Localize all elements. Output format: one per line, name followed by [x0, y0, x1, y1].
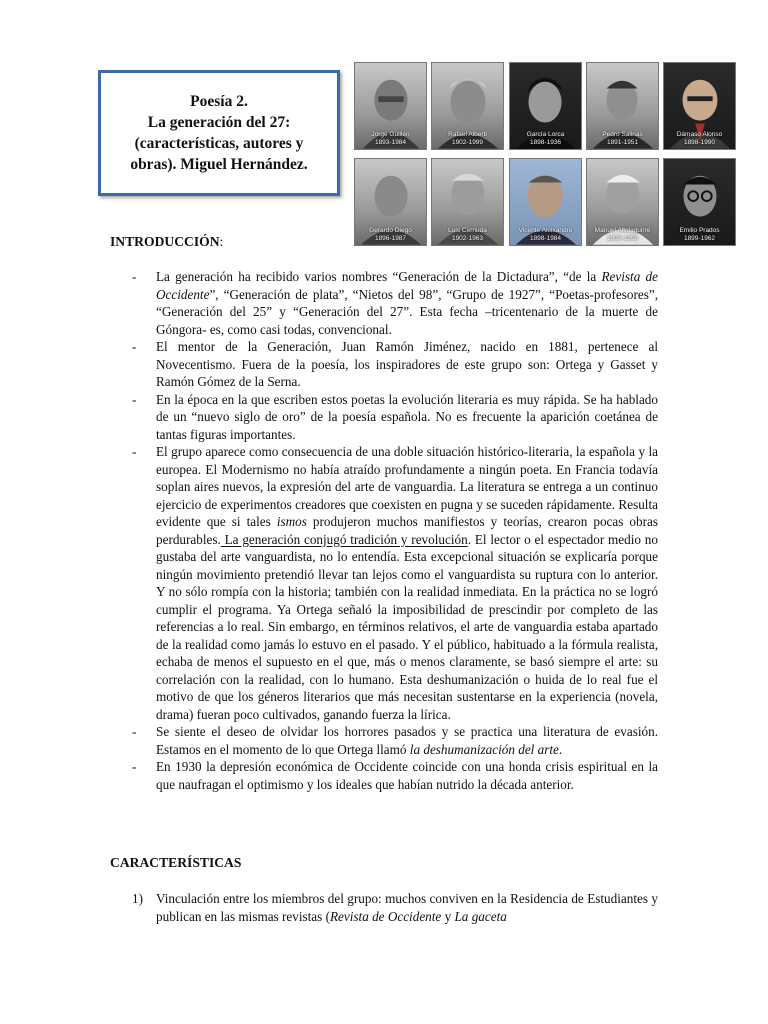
list-item — [110, 338, 658, 391]
poet-name: Rafael Alberti — [448, 131, 487, 138]
poet-years: 1896-1987 — [374, 235, 407, 242]
item-text: y — [441, 908, 455, 924]
caracteristicas-list — [110, 890, 658, 925]
bullet-mark: - — [132, 724, 137, 739]
poets-photo-collage — [354, 62, 732, 246]
item-text: El mentor de la Generación, Juan Ramón Jiménez, nacido en 1881, pertenece al Novecentismo. Fuera de la poesía, los inspiradores de este grupo son: Ortega y Gasset y Ramón Gómez de la Serna. — [156, 339, 658, 389]
bullet-mark: - — [132, 391, 137, 407]
item-italic: La gaceta — [454, 908, 507, 924]
item-text: . — [558, 741, 563, 757]
item-text: produjeron muchos manifiestos y teorías, crearon pocas obras perdurables. — [156, 514, 658, 547]
title-line-1: Poesía 2. — [190, 93, 248, 110]
poet-photo — [663, 158, 736, 246]
poet-name: Emilio Prados — [679, 227, 720, 234]
poet-photo — [431, 158, 504, 246]
poet-name: Gerardo Diego — [369, 227, 412, 234]
introduccion-heading-text: INTRODUCCIÓN — [110, 234, 220, 249]
title-line-3: (características, autores y — [134, 135, 304, 152]
list-item — [110, 268, 658, 338]
list-item — [110, 391, 658, 444]
poet-name: Luis Cernuda — [448, 227, 487, 234]
poet-years: 1898-1984 — [529, 235, 562, 242]
title-line-4: obras). Miguel Hernández. — [130, 156, 308, 173]
caracteristicas-heading: CARACTERÍSTICAS — [110, 855, 242, 870]
item-text: . El lector o el espectador medio no gustaba del arte vanguardista, no lo entendía. Esta excepcional situación se explicaría porque ningún movimiento pretendió llevar tan lejos como el vanguardista su ruptura con lo anterior. Y no sólo rompía con la historia; también con la realidad inmediata. En la práctica no se logró cumplir el programa. Ya Ortega señaló la imposibilidad de prescindir por completo de las referencias a lo real. Sin embargo, en términos relativos, el arte de vanguardia estaba apartado de la realidad como jamás lo estuvo en el pasado. Y el público, habituado a la fórmula realista, echaba de menos el supuesto en el que, más o menos claramente, se basó siempre el arte: su correlación con la realidad, con lo humano. Esta deshumanización o huida de lo real fue el motivo de que los géneros literarios que más necesitan sustentarse en la experiencia (novela, drama) fueran poco cultivados, ganando fuerza la lírica. — [156, 531, 658, 722]
poet-years: 1893-1984 — [374, 139, 407, 146]
poet-photo — [354, 62, 427, 150]
bullet-mark: - — [132, 759, 137, 774]
poet-photo — [586, 62, 659, 150]
list-item — [110, 758, 658, 793]
item-text: En 1930 la depresión económica de Occidente coincide con una honda crisis espiritual en la que naufragan el optimismo y los ideales que habían nutrido la década anterior. — [156, 759, 658, 792]
poet-years: 1891-1951 — [606, 139, 639, 146]
item-italic: ismos — [276, 514, 307, 529]
poet-photo — [586, 158, 659, 246]
item-italic: la deshumanización del arte — [409, 741, 559, 757]
poet-photo — [663, 62, 736, 150]
item-text: En la época en la que escriben estos poetas la evolución literaria es muy rápida. Se ha hablado de un “nuevo siglo de oro” de la poesía española. No es frecuente la aparición coetánea de tantas figuras importantes. — [156, 391, 658, 442]
poet-years: 1899-1962 — [683, 235, 716, 242]
introduccion-list — [110, 268, 658, 793]
title-line-2: La generación del 27: — [147, 114, 291, 131]
poet-name: García Lorca — [526, 131, 565, 138]
item-text: ”, “Generación de plata”, “Nietos del 98”, “Grupo de 1927”, “Poetas-profesores”, “Generación del 25” y “Generación del 27”. Esta fecha –tricentenario de la muerte de Góngora- es, como casi todas, convencional. — [156, 286, 658, 337]
title-box — [98, 70, 340, 196]
poet-photo — [509, 62, 582, 150]
poet-photo — [354, 158, 427, 246]
poet-years: 1902-1999 — [451, 139, 484, 146]
list-item — [110, 890, 658, 925]
item-text: Se siente el deseo de olvidar los horrores pasados y se practica una literatura de evasión. Estamos en el momento de lo que Ortega llamó — [156, 724, 658, 757]
item-text: El grupo aparece como consecuencia de una doble situación histórico-literaria, la española y la europea. El Modernismo no había atraído profundamente a ningún poeta. En Francia todavía soplan aires nuevos, la expresión del arte de vanguardia. La literatura se entrega a un continuo ejercicio de experimentos creadores que coexisten en pugna y se suceden rápidamente. Resulta evidente que si tales — [156, 444, 658, 529]
item-underline: La generación conjugó tradición y revolución — [220, 531, 468, 547]
poet-name: Manuel Altolaguirre — [594, 227, 651, 234]
list-item — [110, 443, 658, 723]
item-number: 1) — [132, 891, 143, 906]
introduccion-heading-colon: : — [219, 234, 224, 249]
poet-years: 1898-1936 — [529, 139, 562, 146]
bullet-mark: - — [132, 339, 137, 354]
bullet-mark: - — [132, 269, 137, 284]
poet-photo — [509, 158, 582, 246]
item-text: Vinculación entre los miembros del grupo: muchos conviven en la Residencia de Estudiantes y publican en las mismas revistas ( — [156, 891, 658, 924]
poet-years: 1902-1963 — [451, 235, 484, 242]
item-text: La generación ha recibido varios nombres “Generación de la Dictadura”, “de la — [156, 269, 602, 284]
poet-name: Dámaso Alonso — [676, 131, 723, 138]
poet-name: Jorge Guillén — [371, 131, 410, 138]
list-item — [110, 723, 658, 758]
poet-name: Vicente Aleixandre — [518, 227, 573, 234]
item-italic: Revista de Occidente — [156, 269, 658, 302]
poet-photo — [431, 62, 504, 150]
bullet-mark: - — [132, 444, 137, 459]
poet-name: Pedro Salinas — [602, 131, 643, 138]
poet-years: 1898-1990 — [683, 139, 716, 146]
introduccion-heading — [110, 234, 223, 250]
poet-years: 1905-1959 — [606, 235, 639, 242]
item-italic: Revista de Occidente — [329, 908, 442, 924]
